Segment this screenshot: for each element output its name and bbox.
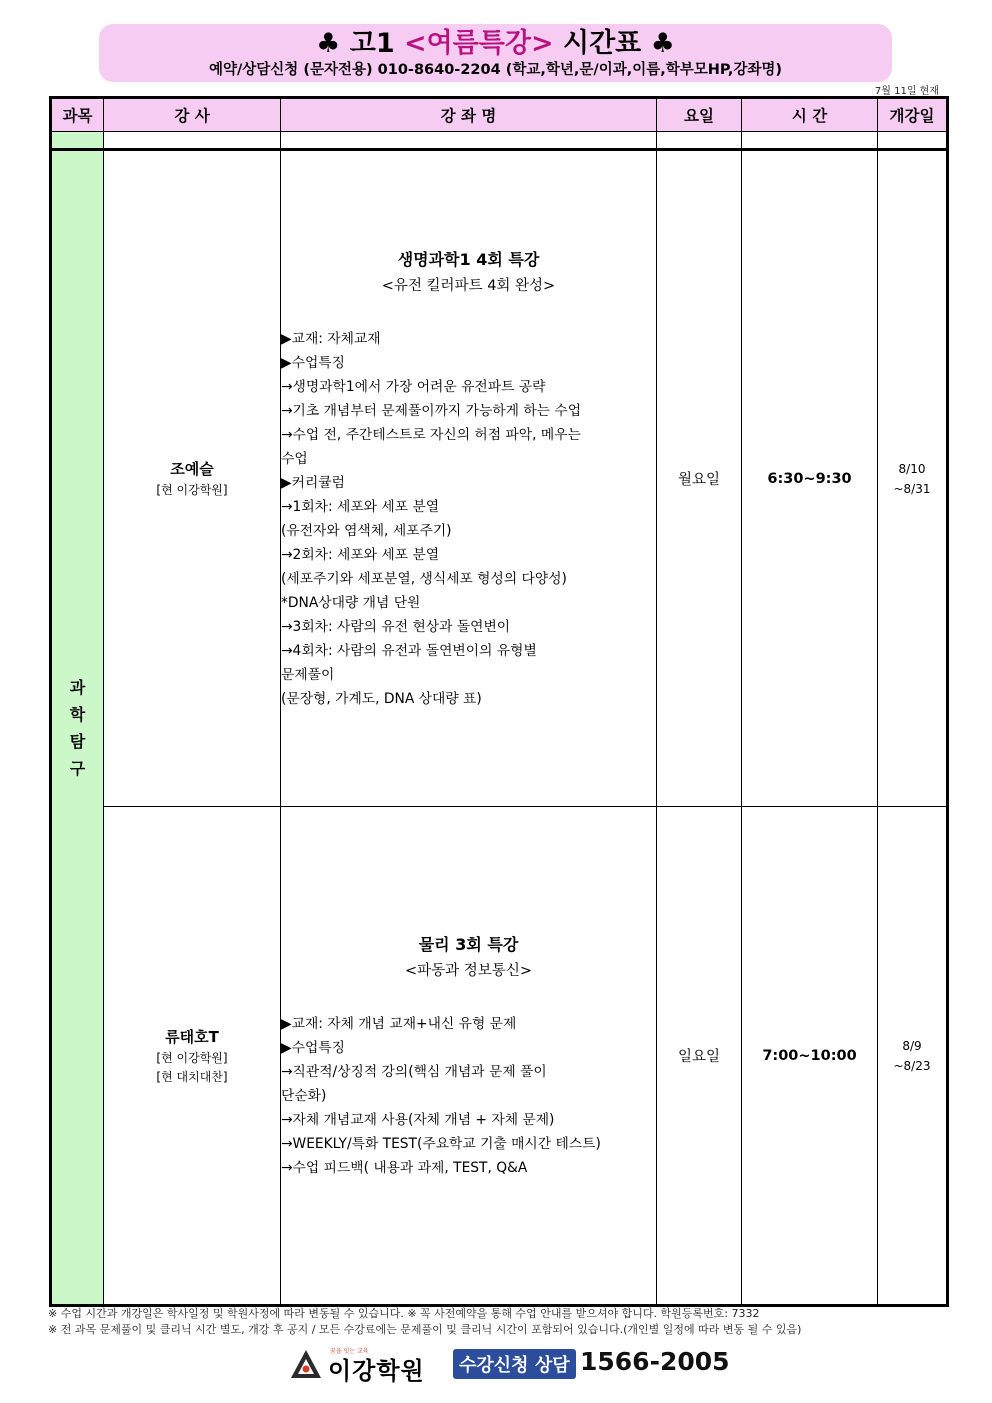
teacher-name: 류태호T [165, 1027, 219, 1046]
course-line: ▶교재: 자체 개념 교재+내신 유형 문제 [281, 1015, 517, 1032]
course-line: →2회차: 세포와 세포 분열 [281, 546, 440, 563]
footnotes [48, 1306, 801, 1338]
academy-logo-icon [288, 1347, 324, 1383]
timetable [49, 96, 949, 1307]
contact-line: 예약/상담신청 (문자전용) 010-8640-2204 (학교,학년,문/이과,이름,학부모HP,강좌명) [208, 62, 783, 78]
footnote: ※ 수업 시간과 개강일은 학사일정 및 학원사정에 따라 변동될 수 있습니다. ※ 꼭 사전예약을 통해 수업 안내를 받으셔야 합니다. 학원등록번호: 7332 [48, 1307, 760, 1320]
course-line: →1회차: 세포와 세포 분열 [281, 498, 440, 515]
course-line: →생명과학1에서 가장 어려운 유전파트 공략 [281, 378, 546, 395]
open-start: 8/10 [898, 461, 926, 476]
title-banner [99, 24, 892, 82]
logo-tagline: 꿈을 잇는 교육 [330, 1348, 369, 1355]
course-line: ▶커리큘럼 [281, 474, 345, 491]
course-title: 생명과학1 4회 특강 [397, 249, 540, 269]
course-line: →기초 개념부터 문제풀이까지 가능하게 하는 수업 [281, 402, 582, 419]
col-subject: 과목 [51, 98, 104, 132]
course-line: (유전자와 염색체, 세포주기) [281, 522, 452, 539]
teacher-cell [104, 807, 281, 1306]
table-row [51, 807, 948, 1306]
enroll-badge: 수강신청 상담 [453, 1349, 576, 1379]
course-title: 물리 3회 특강 [418, 934, 519, 954]
page-title [99, 28, 892, 60]
course-cell [281, 807, 657, 1306]
teacher-affiliation: [현 이강학원] [156, 483, 228, 498]
course-line: →자체 개념교재 사용(자체 개념 + 자체 문제) [281, 1111, 555, 1128]
subject-char: 탐 [69, 731, 86, 751]
subject-char: 과 [69, 677, 86, 697]
course-subtitle: <유전 킬러파트 4회 완성> [381, 277, 556, 294]
course-line: ▶수업특징 [281, 354, 345, 371]
day-cell: 월요일 [657, 150, 742, 807]
open-end: ~8/31 [893, 481, 931, 496]
course-line: ▶교재: 자체교재 [281, 330, 381, 347]
col-course: 강 좌 명 [281, 98, 657, 132]
phone-number: 1566-2005 [580, 1347, 730, 1376]
teacher-cell [104, 150, 281, 807]
course-line: →직관적/상징적 강의(핵심 개념과 문제 풀이 [281, 1063, 547, 1080]
subject-cell [51, 150, 104, 1306]
footnote: ※ 전 과목 문제풀이 및 클리닉 시간 별도, 개강 후 공지 / 모든 수강료에는 문제풀이 및 클리닉 시간이 포함되어 있습니다.(개인별 일정에 따라 변동 될 수 있음) [48, 1323, 802, 1336]
course-cell [281, 150, 657, 807]
time-cell: 6:30~9:30 [742, 150, 878, 807]
course-line: →수업 피드백( 내용과 과제, TEST, Q&A [281, 1159, 528, 1176]
as-of-date: 7월 11일 현재 [874, 86, 939, 97]
col-open-date: 개강일 [878, 98, 948, 132]
open-end: ~8/23 [893, 1058, 931, 1073]
header-row [51, 98, 948, 132]
course-line: →WEEKLY/특화 TEST(주요학교 기출 매시간 테스트) [281, 1135, 601, 1152]
course-line: →3회차: 사람의 유전 현상과 돌연변이 [281, 618, 511, 635]
subject-char: 학 [69, 704, 86, 724]
course-line: 문제풀이 [281, 666, 335, 683]
teacher-affiliation: [현 이강학원] [156, 1050, 228, 1065]
col-teacher: 강 사 [104, 98, 281, 132]
open-date-cell [878, 150, 948, 807]
teacher-name: 조예슬 [170, 460, 214, 479]
academy-name: 이강학원 [328, 1357, 425, 1385]
open-start: 8/9 [902, 1038, 922, 1053]
spacer-row [51, 132, 948, 150]
open-date-cell [878, 807, 948, 1306]
title-prefix: ♣ 고1 [316, 28, 405, 59]
col-time: 시 간 [742, 98, 878, 132]
course-subtitle: <파동과 정보통신> [405, 962, 532, 979]
col-day: 요일 [657, 98, 742, 132]
table-row [51, 150, 948, 807]
subject-char: 구 [69, 758, 86, 778]
course-line: (세포주기와 세포분열, 생식세포 형성의 다양성) [281, 570, 567, 587]
course-line: →4회차: 사람의 유전과 돌연변이의 유형별 [281, 642, 537, 659]
course-line: ▶수업특징 [281, 1039, 345, 1056]
title-suffix: 시간표 ♣ [553, 28, 675, 59]
day-cell: 일요일 [657, 807, 742, 1306]
title-highlight: <여름특강> [404, 28, 554, 59]
course-line: 단순화) [281, 1087, 327, 1104]
course-line: →수업 전, 주간테스트로 자신의 허점 파악, 메우는 [281, 426, 581, 443]
course-line: (문장형, 가계도, DNA 상대량 표) [281, 690, 482, 707]
teacher-affiliation: [현 대치대찬] [156, 1069, 228, 1084]
time-cell: 7:00~10:00 [742, 807, 878, 1306]
course-line: 수업 [281, 450, 308, 467]
course-line: *DNA상대량 개념 단원 [281, 594, 421, 611]
